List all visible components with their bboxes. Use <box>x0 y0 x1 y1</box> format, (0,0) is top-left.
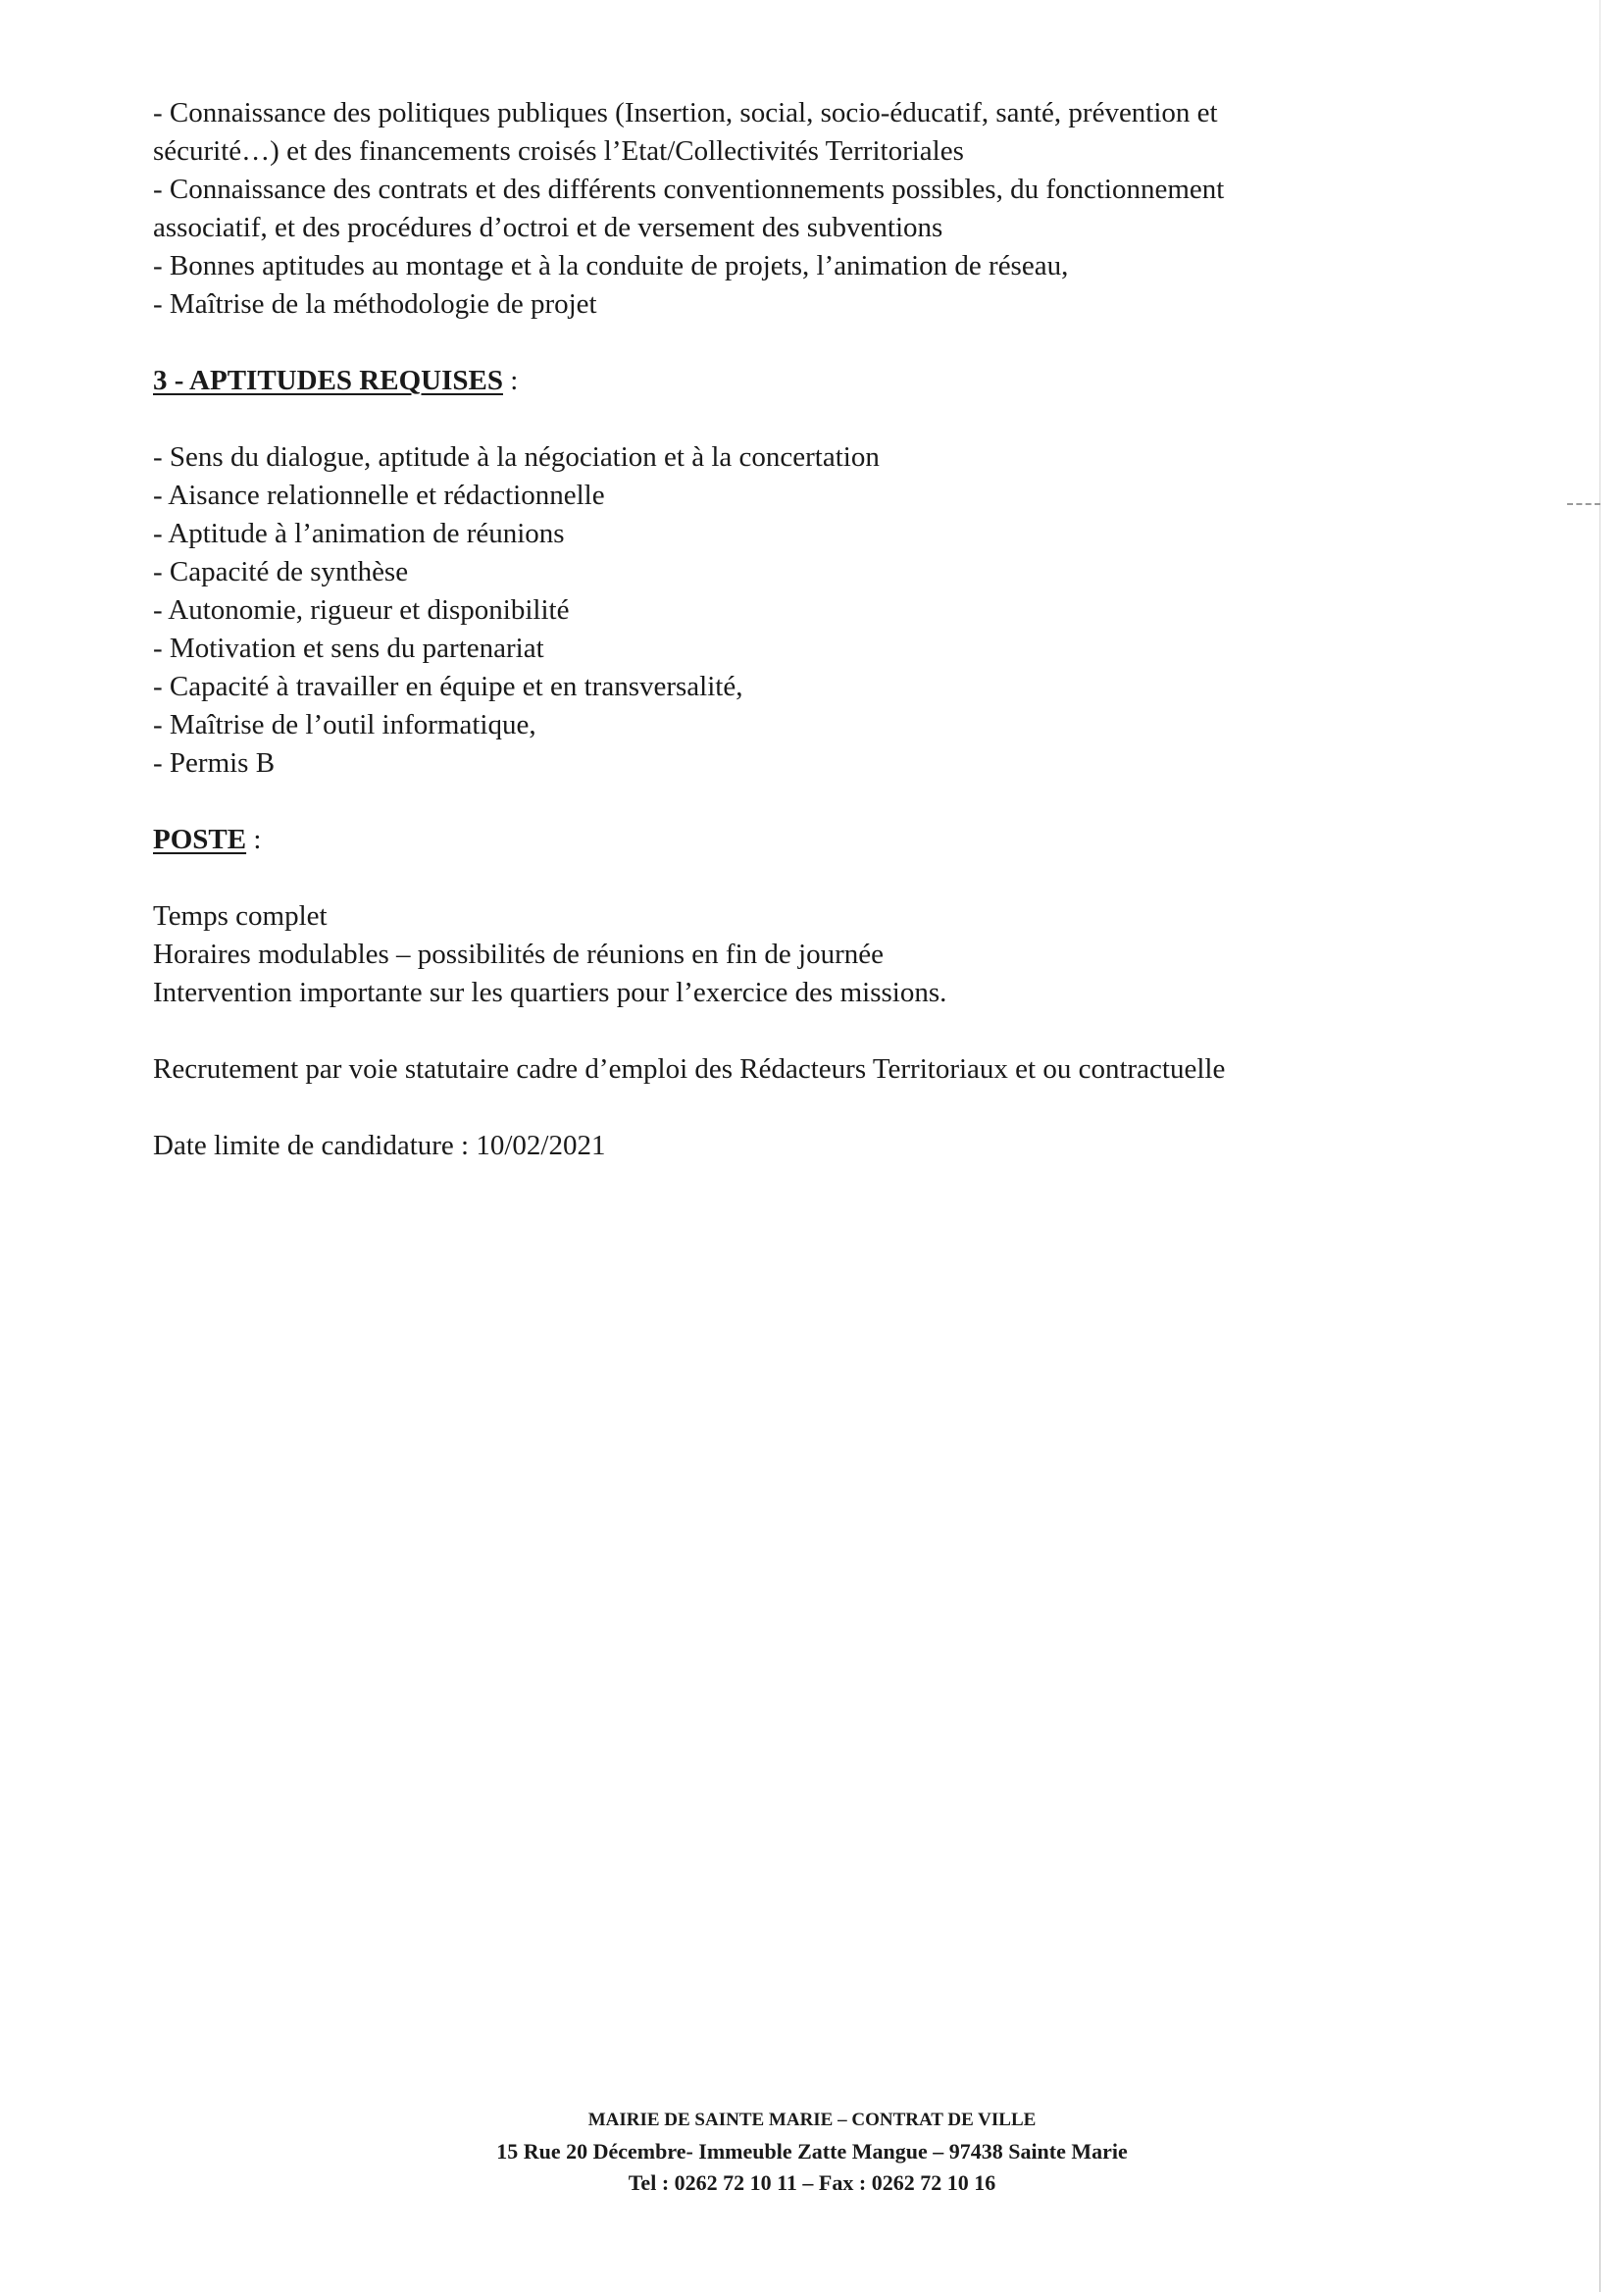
scan-dash-mark <box>1567 503 1600 507</box>
knowledge-line: - Connaissance des contrats et des différents conventionnements possibles, du fonctionnement <box>153 174 1225 205</box>
list-item: - Aisance relationnelle et rédactionnelle <box>153 480 605 511</box>
footer <box>0 2105 1624 2199</box>
section-heading-poste <box>153 821 1428 859</box>
knowledge-line: sécurité…) et des financements croisés l’Etat/Collectivités Territoriales <box>153 135 964 167</box>
aptitudes-list <box>153 438 1428 783</box>
knowledge-line: - Bonnes aptitudes au montage et à la conduite de projets, l’animation de réseau, <box>153 250 1069 281</box>
list-item: - Aptitude à l’animation de réunions <box>153 518 565 549</box>
footer-contact: Tel : 0262 72 10 11 – Fax : 0262 72 10 16 <box>628 2170 996 2195</box>
knowledge-line: - Maîtrise de la méthodologie de projet <box>153 288 597 320</box>
list-item: - Permis B <box>153 747 276 779</box>
deadline-text: Date limite de candidature : 10/02/2021 <box>153 1130 606 1161</box>
footer-address: 15 Rue 20 Décembre- Immeuble Zatte Mangue – 97438 Sainte Marie <box>496 2139 1128 2164</box>
poste-line: Temps complet <box>153 900 328 932</box>
knowledge-line: - Connaissance des politiques publiques (Insertion, social, socio-éducatif, santé, prévention et <box>153 97 1218 128</box>
poste-details <box>153 897 1428 1012</box>
section-colon: : <box>246 824 262 855</box>
poste-line: Horaires modulables – possibilités de réunions en fin de journée <box>153 939 884 970</box>
footer-organization: MAIRIE DE SAINTE MARIE – CONTRAT DE VILLE <box>587 2110 1037 2130</box>
recruitment-text: Recrutement par voie statutaire cadre d’emploi des Rédacteurs Territoriaux et ou contractuelle <box>153 1053 1226 1085</box>
list-item: - Sens du dialogue, aptitude à la négociation et à la concertation <box>153 441 880 473</box>
list-item: - Maîtrise de l’outil informatique, <box>153 709 536 740</box>
poste-line: Intervention importante sur les quartiers pour l’exercice des missions. <box>153 977 947 1008</box>
document-body <box>153 94 1428 1165</box>
knowledge-line: associatif, et des procédures d’octroi et de versement des subventions <box>153 212 943 243</box>
section-colon: : <box>502 365 519 396</box>
scan-edge-line <box>1599 0 1600 2292</box>
list-item: - Capacité à travailler en équipe et en transversalité, <box>153 671 743 702</box>
section-title: 3 - APTITUDES REQUISES <box>153 365 503 396</box>
section-title: POSTE <box>153 824 247 855</box>
section-heading-aptitudes <box>153 362 1428 400</box>
list-item: - Motivation et sens du partenariat <box>153 633 544 664</box>
list-item: - Autonomie, rigueur et disponibilité <box>153 594 570 626</box>
list-item: - Capacité de synthèse <box>153 556 409 587</box>
knowledge-list <box>153 94 1428 324</box>
